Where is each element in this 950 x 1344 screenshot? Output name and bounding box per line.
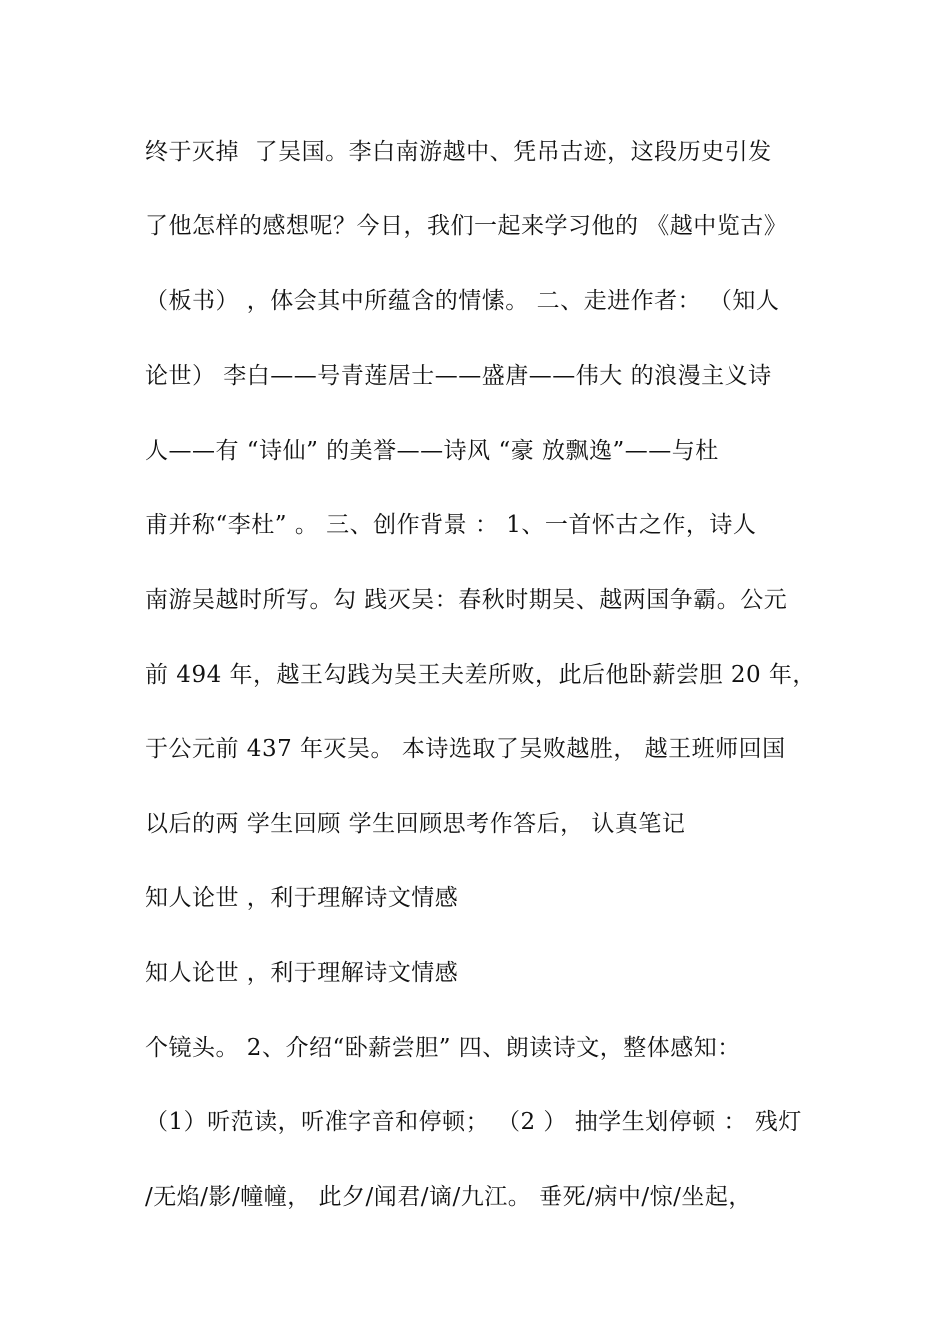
text-line: （1）听范读，听准字音和停顿； （2 ） 抽学生划停顿 ： 残灯 <box>145 1109 802 1135</box>
text-line: （板书） ，体会其中所蕴含的情愫。 二、走进作者： （知人 <box>145 288 780 314</box>
text-line: 人——有 “诗仙” 的美誉——诗风 “豪 放飘逸”——与杜 <box>145 438 719 464</box>
text-line: 甫并称“李杜” 。 三、创作背景 ： 1、一首怀古之作，诗人 <box>145 512 757 538</box>
text-line: 终于灭掉 了吴国。李白南游越中、凭吊古迹，这段历史引发 <box>145 139 772 165</box>
text-line: 了他怎样的感想呢？今日，我们一起来学习他的 《越中览古》 <box>145 213 788 239</box>
text-line: 前 494 年，越王勾践为吴王夫差所败，此后他卧薪尝胆 20 年， <box>145 662 816 688</box>
text-line: 知人论世 ，利于理解诗文情感 <box>145 960 459 986</box>
text-line: 于公元前 437 年灭吴。 本诗选取了吴败越胜， 越王班师回国 <box>145 736 786 762</box>
text-line: 南游吴越时所写。勾 践灭吴：春秋时期吴、越两国争霸。公元 <box>145 587 788 613</box>
text-line: /无焰/影/幢幢， 此夕/闻君/谪/九江。 垂死/病中/惊/坐起， <box>145 1184 752 1210</box>
text-line: 论世） 李白——号青莲居士——盛唐——伟大 的浪漫主义诗 <box>145 363 772 389</box>
text-line: 个镜头。 2、介绍“卧薪尝胆” 四、朗读诗文，整体感知： <box>145 1035 741 1061</box>
text-line: 知人论世 ，利于理解诗文情感 <box>145 885 459 911</box>
text-line: 以后的两 学生回顾 学生回顾思考作答后， 认真笔记 <box>145 811 686 837</box>
